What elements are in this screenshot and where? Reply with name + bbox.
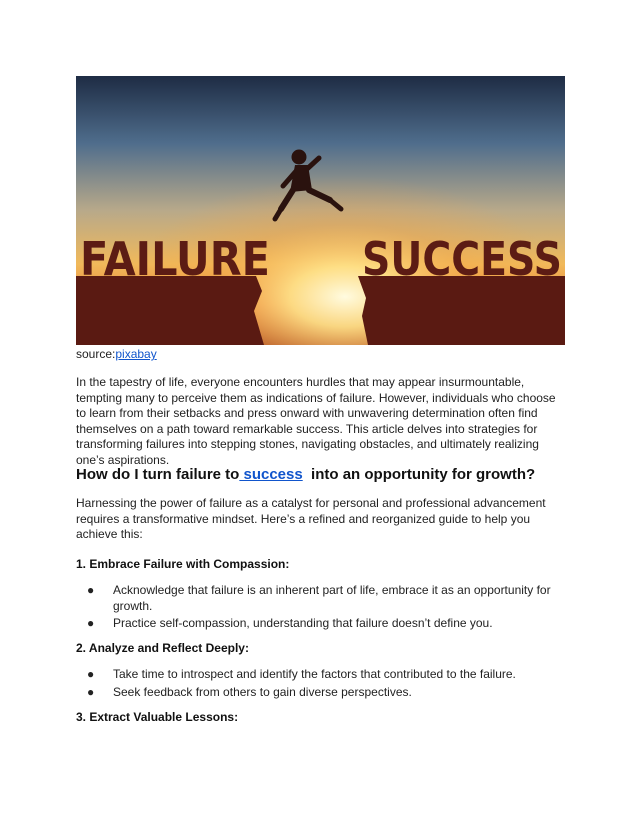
list-item: ● Take time to introspect and identify the factors that contributed to the failure. [87, 667, 516, 681]
bullet-icon: ● [87, 667, 95, 681]
step-2-heading: 2. Analyze and Reflect Deeply: [76, 641, 249, 655]
bullet-icon: ● [87, 616, 95, 630]
step-1-list [76, 583, 562, 634]
heading-text-before: How do I turn failure to [76, 466, 240, 483]
intro-paragraph: In the tapestry of life, everyone encounters hurdles that may appear insurmountable, tempting many to perceive them as indications of failure. However, individuals who choose to learn from their setbacks and press onward with unwavering determination often find themselves on a path toward remarkable success. This article delves into strategies for transforming failures into stepping stones, navigating obstacles, and ultimately realizing one’s aspirations. [76, 375, 556, 467]
caption-prefix: source: [76, 347, 116, 361]
list-item: ● Practice self-compassion, understanding that failure doesn’t define you. [87, 616, 493, 630]
step-1-heading: 1. Embrace Failure with Compassion: [76, 557, 290, 571]
bullet-icon: ● [87, 684, 95, 699]
pixabay-link[interactable]: pixabay [115, 347, 157, 361]
step-3-heading: 3. Extract Valuable Lessons: [76, 710, 239, 724]
hero-word-success: SUCCESS [362, 232, 562, 286]
hero-word-failure: FAILURE [80, 232, 270, 286]
section-heading [76, 465, 576, 484]
hero-image [76, 76, 565, 345]
bullet-icon: ● [87, 583, 95, 597]
list-item: ● Seek feedback from others to gain diverse perspectives. [87, 684, 412, 699]
heading-text-after: into an opportunity for growth? [302, 466, 536, 483]
image-caption [76, 347, 157, 362]
step-2-list [76, 667, 562, 702]
success-link[interactable]: success [239, 466, 303, 483]
guide-paragraph: Harnessing the power of failure as a catalyst for personal and professional advancement requires a transformative mindset. Here’s a refined and reorganized guide to help you achieve this: [76, 496, 546, 541]
list-item: ● Acknowledge that failure is an inherent part of life, embrace it as an opportunity for growth. [87, 583, 551, 613]
